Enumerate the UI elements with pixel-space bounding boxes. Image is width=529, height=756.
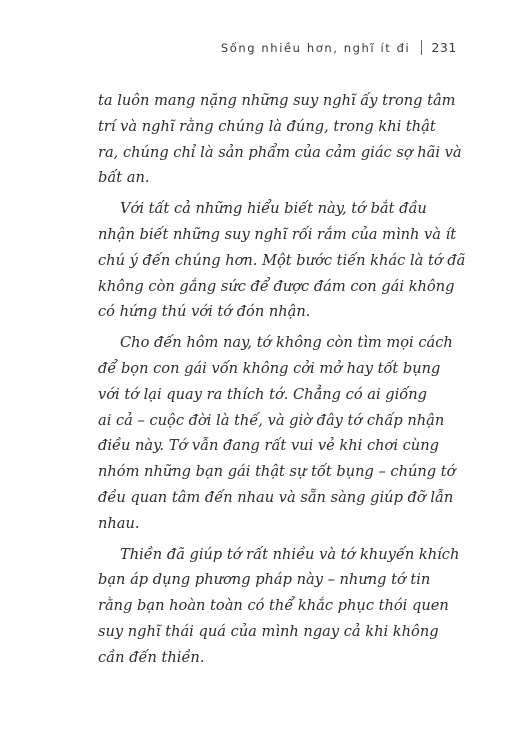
text-line: cần đến thiền. (98, 648, 205, 666)
text-line: Với tất cả những hiểu biết này, tớ bắt đầu (120, 200, 427, 218)
text-line: suy nghĩ thái quá của mình ngay cả khi không (98, 622, 439, 640)
text-line: bạn áp dụng phương pháp này – nhưng tớ tin (98, 571, 431, 589)
header-divider (421, 40, 422, 55)
text-line: điều này. Tớ vẫn đang rất vui vẻ khi chơi cùng (98, 437, 439, 455)
paragraph (98, 330, 456, 536)
text-line: Cho đến hôm nay, tớ không còn tìm mọi cách (120, 334, 453, 352)
text-line: nhận biết những suy nghĩ rối rắm của mình và ít (98, 225, 457, 243)
paragraph (98, 196, 466, 325)
text-line: nhau. (98, 514, 140, 532)
text-line: Thiền đã giúp tớ rất nhiều và tớ khuyến khích (120, 545, 460, 563)
text-line: với tớ lại quay ra thích tớ. Chẳng có ai giống (98, 385, 427, 403)
paragraph (98, 88, 462, 191)
text-line: chú ý đến chúng hơn. Một bước tiến khác là tớ đã (98, 251, 466, 269)
text-line: đều quan tâm đến nhau và sẵn sàng giúp đỡ lẫn (98, 488, 454, 506)
text-line: trí và nghĩ rằng chúng là đúng, trong khi thật (98, 117, 436, 135)
text-line: có hứng thú với tớ đón nhận. (98, 303, 311, 321)
text-line: nhóm những bạn gái thật sự tốt bụng – chúng tớ (98, 463, 456, 481)
text-line: ra, chúng chỉ là sản phẩm của cảm giác sợ hãi và (98, 143, 462, 161)
page-number: 231 (431, 40, 457, 55)
body-text (98, 88, 466, 676)
text-line: rằng bạn hoàn toàn có thể khắc phục thói quen (98, 597, 449, 615)
running-title: Sống nhiều hơn, nghĩ ít đi (220, 40, 411, 55)
paragraph (98, 542, 460, 671)
text-line: bất an. (98, 169, 150, 187)
text-line: ta luôn mang nặng những suy nghĩ ấy trong tâm (98, 92, 456, 109)
text-line: để bọn con gái vốn không cởi mở hay tốt bụng (98, 359, 441, 377)
text-line: ai cả – cuộc đời là thế, và giờ đây tớ chấp nhận (98, 411, 445, 429)
running-header (221, 40, 457, 55)
text-line: không còn gắng sức để được đám con gái không (98, 277, 455, 295)
